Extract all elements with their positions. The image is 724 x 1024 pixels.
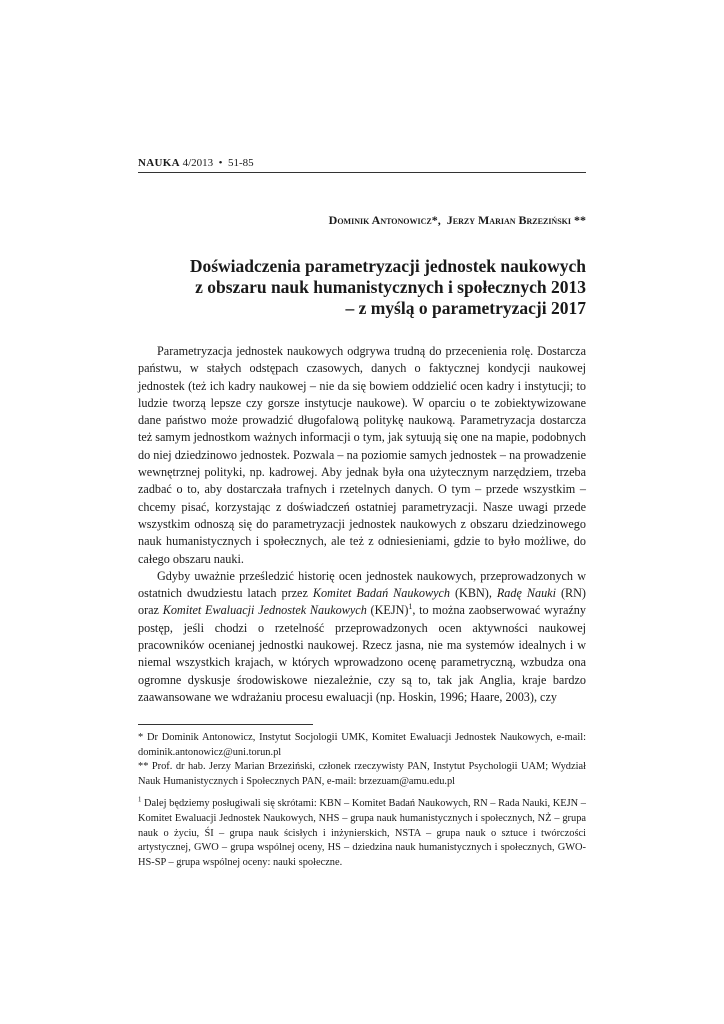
author-line	[329, 213, 586, 228]
header-rule	[138, 172, 586, 173]
footnote-ref-1: 1	[408, 602, 413, 612]
body-text	[138, 343, 586, 706]
author-2-mark: **	[571, 213, 586, 227]
kbn-name: Komitet Badań Naukowych	[312, 586, 451, 601]
header-separator: •	[218, 157, 223, 169]
author-separator: ,	[437, 213, 441, 227]
footnote-1-text: Dalej będziemy posługiwali się skrótami: KBN – Komitet Badań Naukowych, RN – Rada Nauki, KEJN – Komitet Ewaluacji Jednostek Naukowych, NHS – grupa nauk humanistycznych i społecznych, NŻ – grupa nauk o życiu, ŚI – grupa nauk ścisłych i inżynierskich, NSTA – grupa nauk o sztuce i twórczości artystycznej, GWO – grupa wspólnej oceny, HS – dziedzina nauk humanistycznych i społecznych, GWO-HS-SP – grupa wspólnej oceny: nauki społeczne.	[138, 798, 586, 868]
footnote-1-mark: 1	[138, 796, 142, 804]
title-line-3: – z myślą o parametryzacji 2017	[345, 298, 586, 318]
title-line-1: Doświadczenia parametryzacji jednostek naukowych	[189, 256, 586, 276]
paragraph-1: Parametryzacja jednostek naukowych odgrywa trudną do przecenienia rolę. Dostarcza państwu, w stałych odstępach czasowych, danych o faktycznej kondycji naukowej jednostek (też ich kadry naukowej – nie da się bowiem oddzielić ocen kadry i instytucji; to ludzie tworzą lepsze czy gorsze instytucje naukowe). W oparciu o te zobiektywizowane dane państwo może prowadzić długofalową politykę naukową. Parametryzacja dostarcza też samym jednostkom ważnych informacji o tym, jak sytuują się one na mapie, podobnych do niej dziedzinowo jednostek. Pozwala – na poziomie samych jednostek – na prowadzenie wewnętrznej polityki, np. kadrowej. Aby jednak była ona użytecznym narzędziem, trzeba zadbać o to, aby dostarczała trafnych i rzetelnych danych. O tym – przede wszystkim – chcemy pisać, korzystając z doświadczeń ostatniej parametryzacji. Nasze uwagi przede wszystkim odnoszą się do parametryzacji jednostek naukowych z obszaru dziedzinowego nauk humanistycznych i społecznych, ale też z odniesieniami, gdzie to było możliwe, do całego obszaru nauki.	[138, 344, 586, 566]
footnote-1	[138, 797, 586, 870]
issue-number: 4/2013	[182, 157, 214, 169]
paragraph-2-text-e: , to można zaobserwować wyraźny postęp, jeśli chodzi o rzetelność przeprowadzonych ocen aktywności naukowej pracowników ocenianej jednostki naukowej. Rzecz jasna, nie ma systemów idealnych i w niemal wszystkich krajach, w których wprowadzono ocenę parametryczną, wzbudza ona ogromne dyskusje środowiskowe niezależnie, czy są to, tak jak Anglia, kraje bardzo zaawansowane we wdrażaniu procesu ewaluacji (np. Hoskin, 1996; Haare, 2003), czy	[138, 603, 586, 704]
footnote-author-2: ** Prof. dr hab. Jerzy Marian Brzeziński, członek rzeczywisty PAN, Instytut Psychologii UAM; Wydział Nauk Humanistycznych i Społecznych PAN, e-mail: brzezuam@amu.edu.pl	[138, 761, 586, 787]
paragraph-2-text-d: (KEJN)	[366, 603, 409, 618]
paragraph-2-text-a: Gdyby uważnie prześledzić historię ocen jednostek naukowych, przeprowadzonych w ostatnich dwudziestu latach przez	[138, 568, 586, 601]
rn-name: Radę Nauki	[496, 586, 556, 601]
kejn-name: Komitet Ewaluacji Jednostek Naukowych	[162, 603, 367, 618]
paragraph-2	[138, 568, 586, 706]
title-line-2: z obszaru nauk humanistycznych i społecznych 2013	[195, 277, 586, 297]
footnote-rule	[138, 724, 313, 725]
article-title	[138, 256, 586, 319]
page-range: 51-85	[228, 157, 254, 169]
journal-name: NAUKA	[138, 157, 180, 169]
author-2: Jerzy Marian Brzeziński	[446, 213, 571, 227]
author-1: Dominik Antonowicz	[328, 213, 432, 227]
running-header	[138, 156, 586, 170]
paragraph-2-text-b: (KBN),	[450, 586, 497, 601]
footnotes	[138, 731, 586, 870]
paragraph-2-text-c: (RN) oraz	[138, 586, 586, 618]
author-1-mark: *	[431, 213, 438, 227]
footnote-author-1: * Dr Dominik Antonowicz, Instytut Socjologii UMK, Komitet Ewaluacji Jednostek Naukowych, e-mail: dominik.antonowicz@uni.torun.pl	[138, 732, 586, 758]
